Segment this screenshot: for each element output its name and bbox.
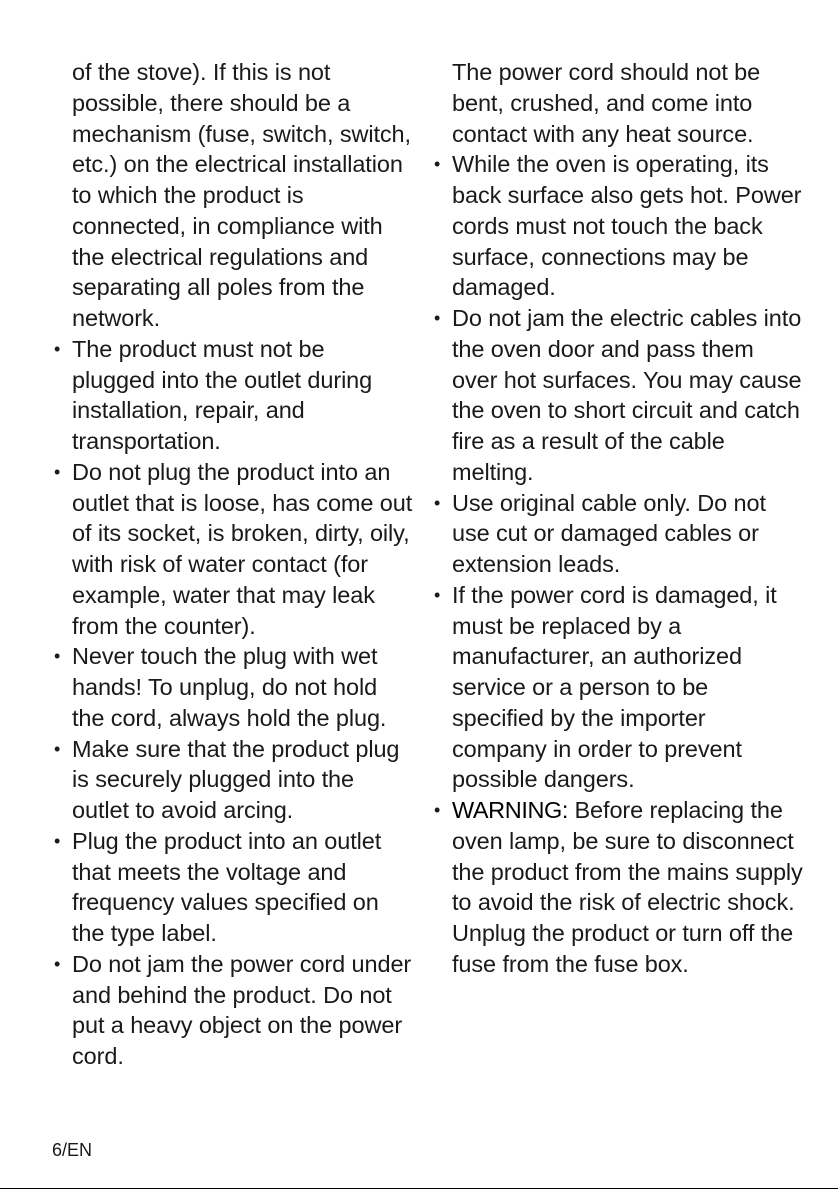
bullet-text: Plug the product into an outlet that meets the voltage and frequency values specified on the type label. xyxy=(72,827,382,946)
warning-item xyxy=(431,795,803,980)
bullet-icon: • xyxy=(54,461,61,482)
bottom-divider xyxy=(0,1188,838,1189)
warning-text: Before replacing the oven lamp, be sure to disconnect the product from the mains supply to avoid the risk of electric shock. Unplug the product or turn off the fuse from the fuse box. xyxy=(452,797,803,977)
bullet-icon: • xyxy=(54,646,61,667)
bullet-icon: • xyxy=(434,154,441,175)
page-number: 6/EN xyxy=(52,1140,93,1160)
bullet-item xyxy=(51,734,413,826)
bullet-item xyxy=(51,457,413,642)
bullet-item xyxy=(431,580,803,795)
bullet-icon: • xyxy=(54,738,61,759)
bullet-icon: • xyxy=(434,800,441,820)
right-column xyxy=(431,57,803,980)
bullet-icon: • xyxy=(434,308,441,328)
bullet-text: Use original cable only. Do not use cut or damaged cables or extension leads. xyxy=(452,489,766,577)
warning-label: WARNING: xyxy=(452,797,569,823)
bullet-item xyxy=(431,149,803,303)
bullet-text: Do not jam the electric cables into the oven door and pass them over hot surfaces. You may cause the oven to short circuit and catch fire as a result of the cable melting. xyxy=(452,305,802,485)
bullet-text: Do not jam the power cord under and behind the product. Do not put a heavy object on the power cord. xyxy=(72,950,412,1069)
bullet-item xyxy=(51,949,413,1072)
bullet-item xyxy=(51,334,413,457)
left-column xyxy=(51,57,413,1072)
continued-paragraph: of the stove). If this is not possible, there should be a mechanism (fuse, switch, switch, etc.) on the electrical installation to which the product is connected, in compliance with the electrical regulations and separating all poles from the network. xyxy=(72,59,411,331)
bullet-text: Make sure that the product plug is securely plugged into the outlet to avoid arcing. xyxy=(72,735,400,823)
bullet-item xyxy=(431,303,803,488)
bullet-text: If the power cord is damaged, it must be replaced by a manufacturer, an authorized service or a person to be specified by the importer company in order to prevent possible dangers. xyxy=(452,581,777,793)
bullet-text: The product must not be plugged into the outlet during installation, repair, and transportation. xyxy=(72,335,373,454)
bullet-item xyxy=(431,488,803,580)
bullet-text: Do not plug the product into an outlet that is loose, has come out of its socket, is broken, dirty, oily, with risk of water contact (for example, water that may leak from the counter). xyxy=(72,458,413,639)
bullet-item xyxy=(51,826,413,949)
bullet-text: Never touch the plug with wet hands! To unplug, do not hold the cord, always hold the plug. xyxy=(72,643,387,731)
bullet-icon: • xyxy=(54,953,61,974)
bullet-text: While the oven is operating, its back surface also gets hot. Power cords must not touch the back surface, connections may be damaged. xyxy=(452,151,802,301)
bullet-item xyxy=(51,641,413,733)
bullet-icon: • xyxy=(54,830,61,851)
bullet-icon: • xyxy=(434,584,441,605)
continued-paragraph: The power cord should not be bent, crushed, and come into contact with any heat source. xyxy=(452,59,761,147)
bullet-icon: • xyxy=(54,338,61,359)
bullet-icon: • xyxy=(434,492,441,513)
